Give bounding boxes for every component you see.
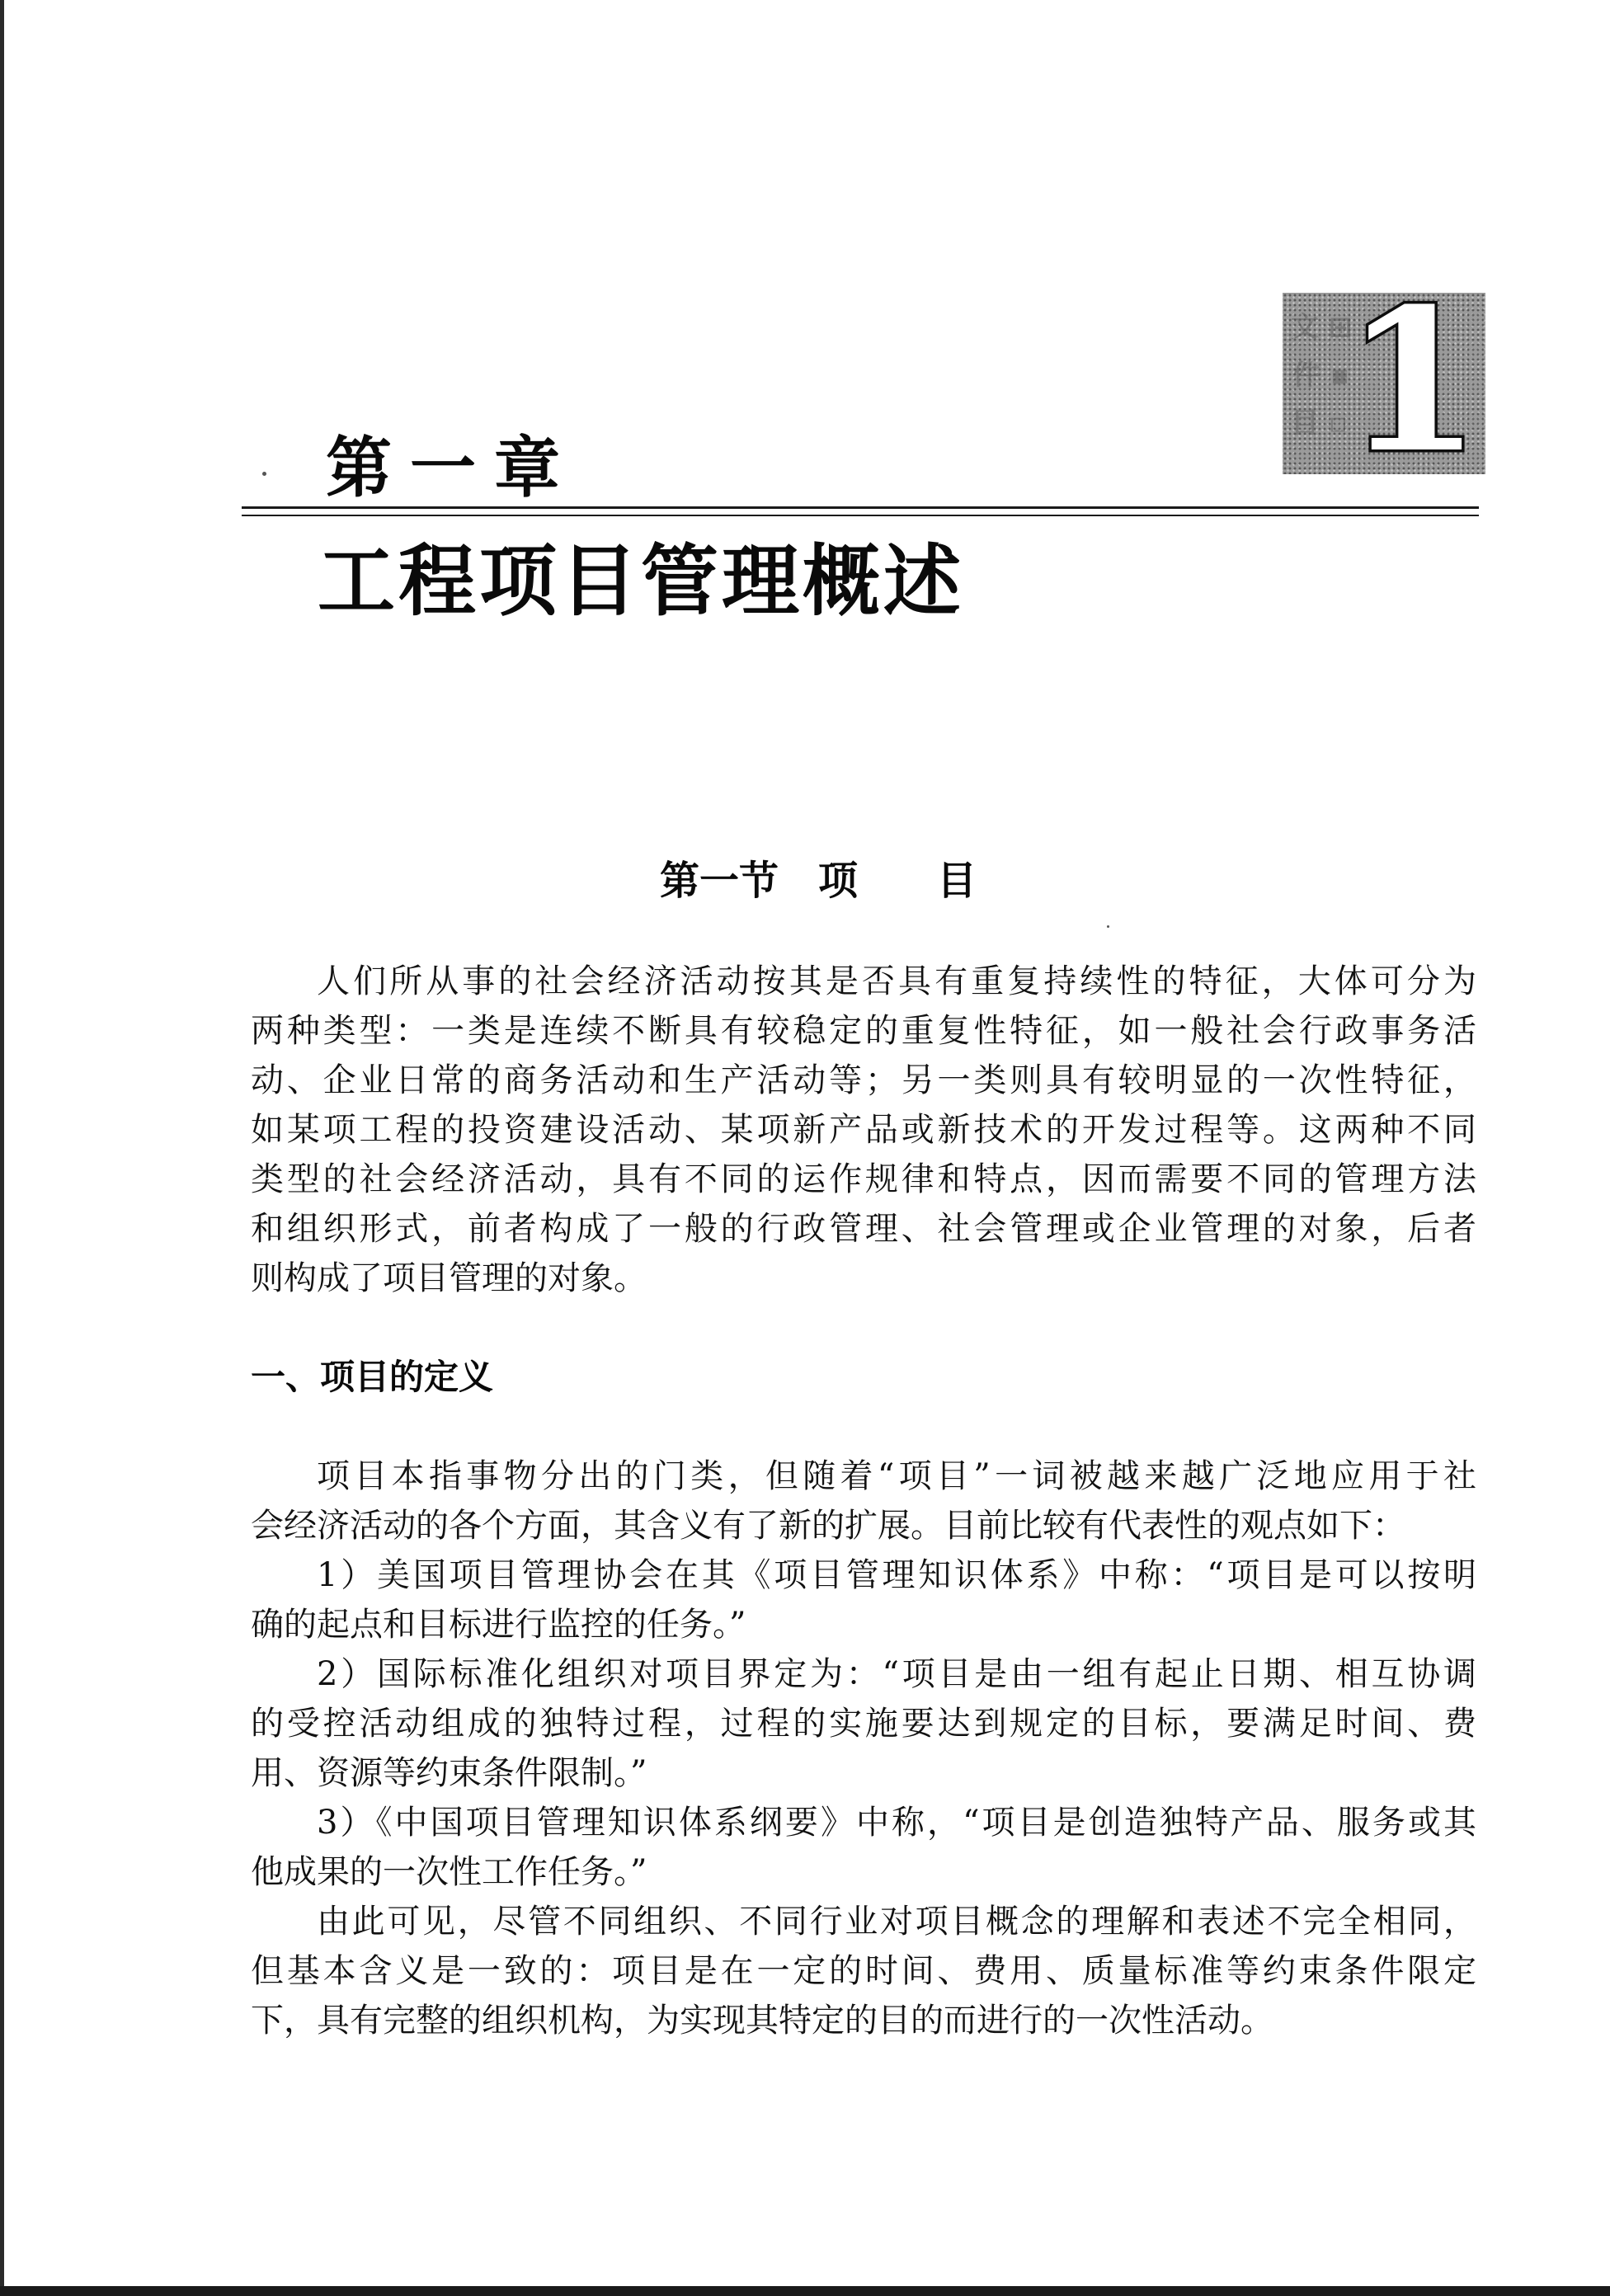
paragraph-line: 人们所从事的社会经济活动按其是否具有重复持续性的特征，大体可分为 <box>317 962 1476 1000</box>
section-title: 第一节 项 目 <box>660 858 977 904</box>
scan-speck <box>1107 925 1109 928</box>
paragraph-line: 则构成了项目管理的对象。 <box>251 1259 647 1297</box>
chapter-label: 第一章 <box>326 430 578 506</box>
chapter-divider-bottom <box>242 515 1479 516</box>
chapter-number: 1 <box>1344 293 1481 474</box>
paragraph-line: 两种类型：一类是连续不断具有较稳定的重复性特征，如一般社会行政事务活 <box>251 1012 1476 1050</box>
chapter-divider-top <box>242 506 1479 509</box>
paragraph-line: 3）《中国项目管理知识体系纲要》中称，“项目是创造独特产品、服务或其 <box>317 1804 1476 1842</box>
paragraph-line: 和组织形式，前者构成了一般的行政管理、社会管理或企业管理的对象，后者 <box>251 1210 1476 1248</box>
paragraph-line: 项目本指事物分出的门类，但随着“项目”一词被越来越广泛地应用于社 <box>317 1457 1476 1495</box>
paragraph-line: 用、资源等约束条件限制。” <box>251 1754 647 1792</box>
paragraph-line: 1）美国项目管理协会在其《项目管理知识体系》中称：“项目是可以按明 <box>317 1556 1476 1594</box>
intro-paragraph <box>251 957 1476 1303</box>
paragraph-line: 类型的社会经济活动，具有不同的运作规律和特点，因而需要不同的管理方法 <box>251 1160 1476 1198</box>
chapter-title: 工程项目管理概述 <box>318 536 965 627</box>
paragraph-line: 动、企业日常的商务活动和生产活动等；另一类则具有较明显的一次性特征， <box>251 1061 1476 1099</box>
page-bottom-edge <box>0 2286 1610 2296</box>
chapter-number-badge: 文 ⊞ 件 ▪ 目 ▫ 1 <box>1283 293 1485 474</box>
paragraph-line: 如某项工程的投资建设活动、某项新产品或新技术的开发过程等。这两种不同 <box>251 1111 1476 1149</box>
paragraph-line: 会经济活动的各个方面，其含义有了新的扩展。目前比较有代表性的观点如下： <box>251 1507 1405 1545</box>
paragraph-line: 但基本含义是一致的：项目是在一定的时间、费用、质量标准等约束条件限定 <box>251 1952 1476 1990</box>
scan-speck <box>262 472 266 476</box>
paragraph-line: 的受控活动组成的独特过程，过程的实施要达到规定的目标，要满足时间、费 <box>251 1705 1476 1743</box>
definition-paragraphs <box>251 1451 1476 2045</box>
paragraph-line: 他成果的一次性工作任务。” <box>251 1853 647 1891</box>
subsection-heading: 一、项目的定义 <box>251 1357 494 1397</box>
paragraph-line: 由此可见，尽管不同组织、不同行业对项目概念的理解和表述不完全相同， <box>317 1903 1476 1941</box>
page-left-edge <box>0 0 4 2296</box>
paragraph-line: 确的起点和目标进行监控的任务。” <box>251 1606 746 1644</box>
paragraph-line: 下，具有完整的组织机构，为实现其特定的目的而进行的一次性活动。 <box>251 2002 1273 2040</box>
paragraph-line: 2）国际标准化组织对项目界定为：“项目是由一组有起止日期、相互协调 <box>317 1655 1476 1693</box>
